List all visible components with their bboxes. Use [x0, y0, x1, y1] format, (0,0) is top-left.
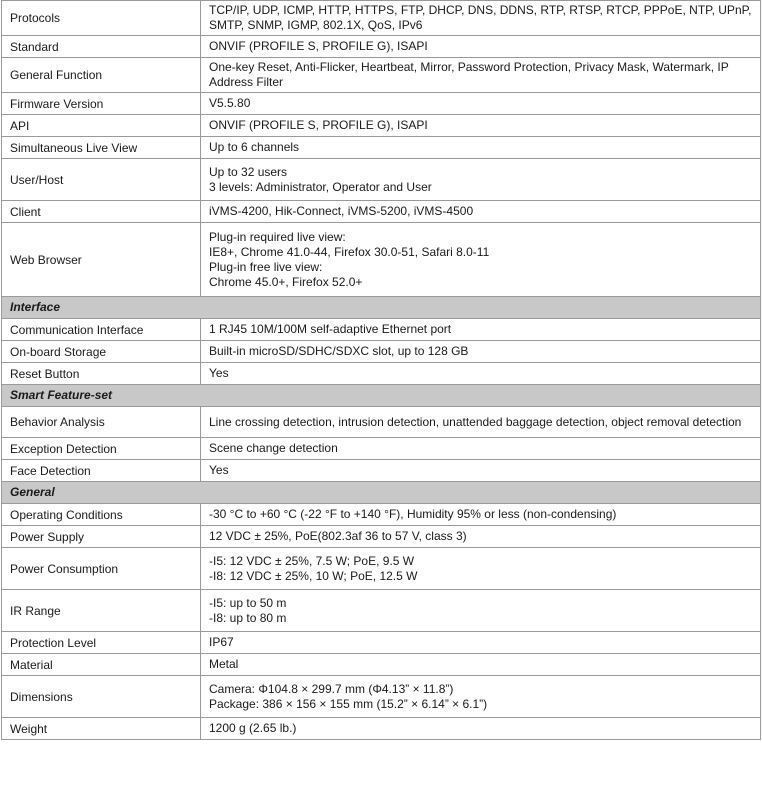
spec-row [2, 590, 761, 632]
spec-row [2, 115, 761, 137]
spec-value-line: 12 VDC ± 25%, PoE(802.3af 36 to 57 V, class 3) [209, 529, 467, 543]
spec-value-line: Metal [209, 657, 239, 671]
spec-label: Simultaneous Live View [2, 137, 201, 159]
spec-label: Material [2, 654, 201, 676]
spec-value-line: -I5: 12 VDC ± 25%, 7.5 W; PoE, 9.5 W [209, 553, 415, 568]
spec-table [1, 0, 761, 740]
spec-row [2, 223, 761, 297]
spec-value [201, 548, 761, 590]
spec-value-line: V5.5.80 [209, 96, 251, 110]
spec-value [201, 319, 761, 341]
spec-value [201, 159, 761, 201]
spec-row [2, 159, 761, 201]
spec-value-line: Line crossing detection, intrusion detection, unattended baggage detection, object removal detection [209, 414, 742, 429]
spec-row [2, 363, 761, 385]
spec-value-line: Camera: Φ104.8 × 299.7 mm (Φ4.13” × 11.8”) [209, 681, 454, 696]
spec-value-line: 3 levels: Administrator, Operator and User [209, 179, 432, 194]
spec-row [2, 632, 761, 654]
spec-value [201, 718, 761, 740]
spec-value [201, 676, 761, 718]
spec-value-line: -I5: up to 50 m [209, 595, 287, 610]
section-header-row [2, 482, 761, 504]
spec-label: Weight [2, 718, 201, 740]
spec-label: Protection Level [2, 632, 201, 654]
spec-value-line: Scene change detection [209, 441, 338, 455]
spec-value-line: -30 °C to +60 °C (-22 °F to +140 °F), Humidity 95% or less (non-condensing) [209, 507, 617, 521]
spec-value-line: Up to 32 users [209, 164, 288, 179]
spec-value-line: Yes [209, 366, 229, 380]
spec-label: Operating Conditions [2, 504, 201, 526]
spec-value [201, 93, 761, 115]
spec-row [2, 407, 761, 438]
spec-row [2, 548, 761, 590]
spec-label: Reset Button [2, 363, 201, 385]
spec-value [201, 223, 761, 297]
spec-value [201, 137, 761, 159]
spec-label: Standard [2, 36, 201, 58]
spec-label: API [2, 115, 201, 137]
section-title: Interface [2, 297, 761, 319]
spec-row [2, 319, 761, 341]
spec-row [2, 137, 761, 159]
spec-row [2, 504, 761, 526]
spec-row [2, 58, 761, 93]
spec-label: Protocols [2, 1, 201, 36]
section-header-row [2, 297, 761, 319]
spec-row [2, 341, 761, 363]
spec-label: Power Supply [2, 526, 201, 548]
spec-label: Firmware Version [2, 93, 201, 115]
spec-value-line: IP67 [209, 635, 234, 649]
spec-value [201, 58, 761, 93]
section-title: General [2, 482, 761, 504]
spec-value-line: Chrome 45.0+, Firefox 52.0+ [209, 274, 363, 289]
spec-value-line: Plug-in required live view: [209, 229, 346, 244]
spec-row [2, 93, 761, 115]
spec-label: IR Range [2, 590, 201, 632]
spec-value-line: ONVIF (PROFILE S, PROFILE G), ISAPI [209, 118, 428, 132]
spec-value-line: 1200 g (2.65 lb.) [209, 721, 297, 735]
spec-value-line: ONVIF (PROFILE S, PROFILE G), ISAPI [209, 39, 428, 53]
spec-row [2, 526, 761, 548]
spec-value [201, 438, 761, 460]
spec-value-line: Plug-in free live view: [209, 259, 323, 274]
spec-row [2, 718, 761, 740]
spec-row [2, 460, 761, 482]
spec-value [201, 590, 761, 632]
spec-label: General Function [2, 58, 201, 93]
spec-row [2, 676, 761, 718]
spec-value [201, 363, 761, 385]
spec-label: Communication Interface [2, 319, 201, 341]
spec-value [201, 201, 761, 223]
spec-label: Web Browser [2, 223, 201, 297]
spec-value [201, 1, 761, 36]
spec-label: Face Detection [2, 460, 201, 482]
spec-row [2, 438, 761, 460]
spec-label: Dimensions [2, 676, 201, 718]
spec-value-line: IE8+, Chrome 41.0-44, Firefox 30.0-51, Safari 8.0-11 [209, 244, 490, 259]
spec-value-line: Yes [209, 463, 229, 477]
spec-value [201, 341, 761, 363]
spec-label: Behavior Analysis [2, 407, 201, 438]
spec-table-body [2, 1, 761, 740]
spec-value [201, 504, 761, 526]
spec-row [2, 36, 761, 58]
spec-value [201, 632, 761, 654]
spec-label: Client [2, 201, 201, 223]
spec-value-line: -I8: up to 80 m [209, 610, 287, 625]
spec-row [2, 1, 761, 36]
spec-value-line: TCP/IP, UDP, ICMP, HTTP, HTTPS, FTP, DHCP, DNS, DDNS, RTP, RTSP, RTCP, PPPoE, NTP, UPnP, SMTP, SNMP, IGMP, 802.1X, QoS, IPv6 [209, 3, 752, 32]
spec-value [201, 36, 761, 58]
spec-value-line: One-key Reset, Anti-Flicker, Heartbeat, Mirror, Password Protection, Privacy Mask, Watermark, IP Address Filter [209, 60, 729, 89]
spec-value [201, 115, 761, 137]
section-title: Smart Feature-set [2, 385, 761, 407]
spec-value-line: 1 RJ45 10M/100M self-adaptive Ethernet port [209, 322, 452, 336]
spec-value-line: Package: 386 × 156 × 155 mm (15.2” × 6.14” × 6.1”) [209, 696, 488, 711]
spec-label: Exception Detection [2, 438, 201, 460]
spec-value-line: -I8: 12 VDC ± 25%, 10 W; PoE, 12.5 W [209, 568, 418, 583]
spec-label: On-board Storage [2, 341, 201, 363]
spec-value-line: Up to 6 channels [209, 140, 300, 154]
spec-value [201, 654, 761, 676]
spec-row [2, 654, 761, 676]
spec-value [201, 407, 761, 438]
spec-label: Power Consumption [2, 548, 201, 590]
spec-value-line: iVMS-4200, Hik-Connect, iVMS-5200, iVMS-4500 [209, 204, 474, 218]
spec-label: User/Host [2, 159, 201, 201]
spec-value-line: Built-in microSD/SDHC/SDXC slot, up to 128 GB [209, 344, 469, 358]
section-header-row [2, 385, 761, 407]
spec-value [201, 460, 761, 482]
spec-row [2, 201, 761, 223]
spec-value [201, 526, 761, 548]
